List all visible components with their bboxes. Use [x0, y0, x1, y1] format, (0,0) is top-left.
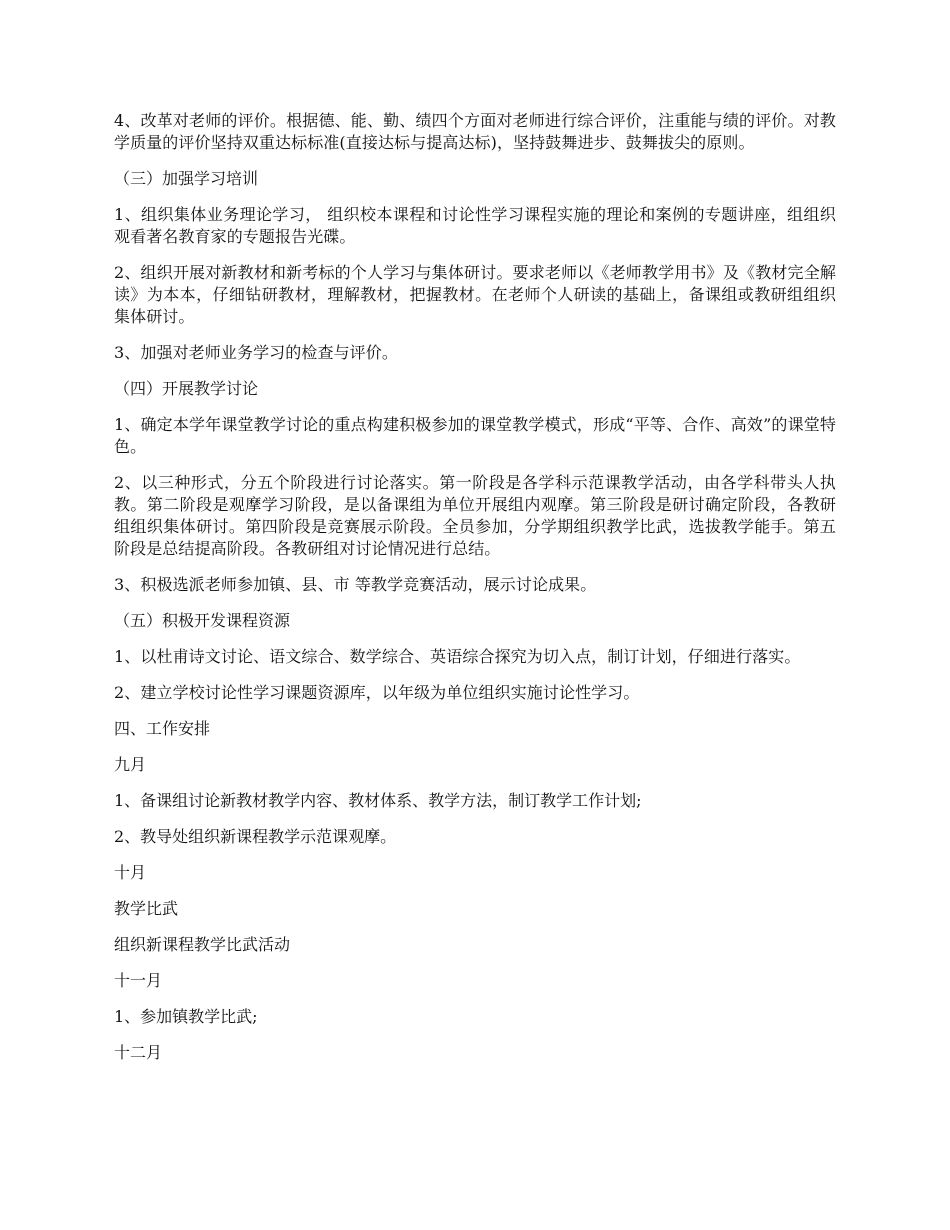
paragraph-discussion-1: 1、确定本学年课堂教学讨论的重点构建积极参加的课堂教学模式，形成“平等、合作、高效”的课堂特色。	[114, 415, 836, 456]
month-december: 十二月	[114, 1043, 163, 1062]
november-item-1: 1、参加镇教学比武;	[114, 1007, 258, 1026]
heading-teaching-discussion: （四）开展教学讨论	[114, 379, 259, 398]
month-october: 十月	[114, 863, 147, 882]
paragraph-training-3: 3、加强对老师业务学习的检查与评价。	[114, 343, 398, 362]
paragraph-discussion-2: 2、以三种形式，分五个阶段进行讨论落实。第一阶段是各学科示范课教学活动，由各学科带头人执教。第二阶段是观摩学习阶段，是以备课组为单位开展组内观摩。第三阶段是研讨确定阶段，各教研组组织集体研讨。第四阶段是竞赛展示阶段。全员参加，分学期组织教学比武，选拔教学能手。第五阶段是总结提高阶段。各教研组对讨论情况进行总结。	[114, 473, 836, 558]
paragraph-resources-1: 1、以杜甫诗文讨论、语文综合、数学综合、英语综合探究为切入点，制订计划，仔细进行落实。	[114, 647, 801, 666]
heading-learning-training: （三）加强学习培训	[114, 169, 259, 188]
september-item-1: 1、备课组讨论新教材教学内容、教材体系、教学方法，制订教学工作计划;	[114, 791, 642, 810]
paragraph-resources-2: 2、建立学校讨论性学习课题资源库，以年级为单位组织实施讨论性学习。	[114, 683, 640, 702]
september-item-2: 2、教导处组织新课程教学示范课观摩。	[114, 827, 397, 846]
month-november: 十一月	[114, 971, 163, 990]
heading-curriculum-resources: （五）积极开发课程资源	[114, 611, 291, 630]
month-september: 九月	[114, 755, 147, 774]
paragraph-training-1: 1、组织集体业务理论学习， 组织校本课程和讨论性学习课程实施的理论和案例的专题讲座，组组织观看著名教育家的专题报告光碟。	[114, 205, 836, 246]
paragraph-discussion-3: 3、积极选派老师参加镇、县、市 等教学竞赛活动，展示讨论成果。	[114, 575, 597, 594]
paragraph-training-2: 2、组织开展对新教材和新考标的个人学习与集体研讨。要求老师以《老师教学用书》及《教材完全解读》为本本，仔细钻研教材，理解教材，把握教材。在老师个人研读的基础上，备课组或教研组组织集体研讨。	[114, 263, 836, 326]
october-item-title: 教学比武	[114, 899, 179, 918]
heading-work-schedule: 四、工作安排	[114, 719, 211, 738]
paragraph-teacher-evaluation: 4、改革对老师的评价。根据德、能、勤、绩四个方面对老师进行综合评价，注重能与绩的评价。对教学质量的评价坚持双重达标标准(直接达标与提高达标)，坚持鼓舞进步、鼓舞拔尖的原则。	[114, 111, 836, 152]
october-item-detail: 组织新课程教学比武活动	[114, 935, 291, 954]
